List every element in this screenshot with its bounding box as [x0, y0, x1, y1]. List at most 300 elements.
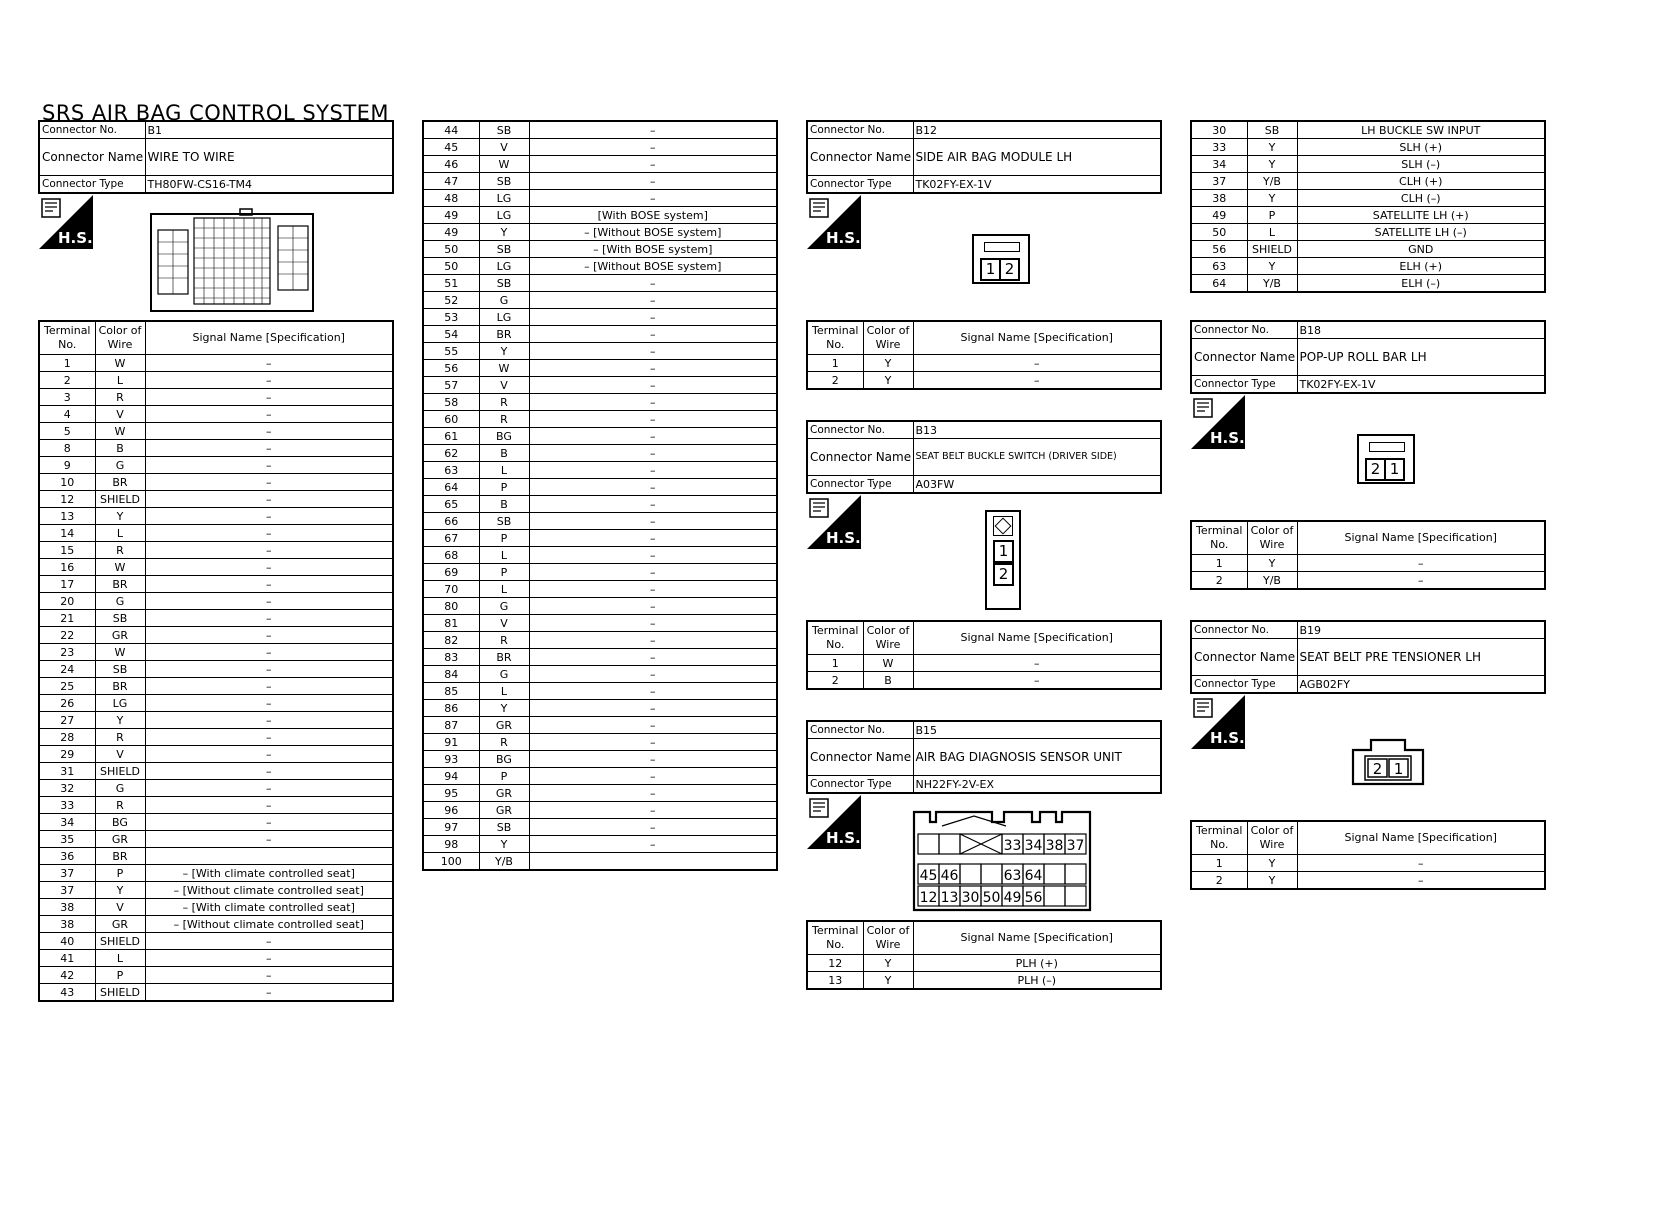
harness-side-icon — [39, 195, 93, 249]
terminal-no-cell: 37 — [1191, 173, 1247, 190]
signal-name-cell: – — [529, 462, 777, 479]
terminal-no-cell: 63 — [1191, 258, 1247, 275]
terminal-no-cell: 31 — [39, 763, 95, 780]
terminal-no-cell: 1 — [1191, 555, 1247, 572]
signal-name-cell: – — [145, 372, 393, 389]
terminal-no-cell: 49 — [423, 224, 479, 241]
wire-color-cell: L — [479, 547, 529, 564]
signal-name-cell: – [With BOSE system] — [529, 241, 777, 258]
wire-color-cell: GR — [95, 831, 145, 848]
signal-name-cell: – — [529, 598, 777, 615]
signal-name-cell: – — [145, 797, 393, 814]
signal-name-cell: ELH (–) — [1297, 275, 1545, 293]
table-row — [807, 972, 1161, 990]
table-row — [423, 496, 777, 513]
pin-label: 46 — [940, 868, 959, 884]
wire-color-cell: BR — [479, 326, 529, 343]
table-row — [39, 661, 393, 678]
wire-color-cell: SB — [95, 661, 145, 678]
table-row — [39, 797, 393, 814]
signal-name-cell: – — [529, 819, 777, 836]
signal-name-cell: – — [529, 479, 777, 496]
wire-color-cell: G — [95, 593, 145, 610]
table-row — [1191, 855, 1545, 872]
terminal-no-cell: 61 — [423, 428, 479, 445]
wire-color-cell: L — [479, 462, 529, 479]
wire-color-cell: P — [1247, 207, 1297, 224]
signal-name-cell: – — [529, 530, 777, 547]
table-row — [39, 831, 393, 848]
table-row — [423, 751, 777, 768]
wire-color-cell: BR — [95, 678, 145, 695]
signal-name-cell: – — [529, 717, 777, 734]
terminal-no-cell: 55 — [423, 343, 479, 360]
signal-name-cell: – — [145, 559, 393, 576]
connector-b1-pin-table-cont — [422, 120, 778, 871]
wire-color-cell: SB — [479, 173, 529, 190]
signal-name-cell: – — [529, 547, 777, 564]
terminal-no-cell: 47 — [423, 173, 479, 190]
signal-name-cell: – — [145, 508, 393, 525]
svg-text:H.S.: H.S. — [1210, 429, 1245, 447]
signal-name-cell: – — [529, 513, 777, 530]
connector-b13-pin-table: Terminal No. Color of Wire Signal Name [Specification] 1 W – 2 B – — [806, 620, 1162, 690]
signal-name-cell: – — [529, 751, 777, 768]
wire-color-cell: P — [95, 865, 145, 882]
terminal-no-cell: 49 — [1191, 207, 1247, 224]
table-row — [1191, 872, 1545, 890]
terminal-no-cell: 93 — [423, 751, 479, 768]
signal-name-cell: – — [145, 678, 393, 695]
terminal-no-cell: 30 — [1191, 121, 1247, 139]
terminal-no-cell: 14 — [39, 525, 95, 542]
terminal-no-cell: 22 — [39, 627, 95, 644]
table-row — [423, 309, 777, 326]
b15-rows — [807, 955, 1161, 990]
table-row — [39, 865, 393, 882]
terminal-no-cell: 50 — [1191, 224, 1247, 241]
table-row — [423, 156, 777, 173]
signal-name-cell: – — [1297, 872, 1545, 890]
terminal-no-cell: 62 — [423, 445, 479, 462]
signal-name-cell: – — [145, 831, 393, 848]
b1-rows — [39, 355, 393, 1002]
table-row — [423, 394, 777, 411]
table-row — [423, 445, 777, 462]
harness-side-icon — [1191, 695, 1245, 749]
table-row — [423, 530, 777, 547]
b18-rows — [1191, 555, 1545, 590]
signal-name-cell: GND — [1297, 241, 1545, 258]
signal-name-cell: – — [529, 428, 777, 445]
terminal-no-cell: 2 — [1191, 572, 1247, 590]
terminal-no-cell: 53 — [423, 309, 479, 326]
table-row — [39, 542, 393, 559]
terminal-no-cell: 1 — [1191, 855, 1247, 872]
table-row — [423, 853, 777, 871]
connector-b13-info: Connector No. B13 Connector Name SEAT BELT BUCKLE SWITCH (DRIVER SIDE) Connector Type A03FW — [806, 420, 1162, 494]
signal-name-cell: [With BOSE system] — [529, 207, 777, 224]
wire-color-cell: BG — [95, 814, 145, 831]
signal-name-cell: SLH (+) — [1297, 139, 1545, 156]
signal-name-cell: – — [529, 275, 777, 292]
terminal-no-cell: 12 — [39, 491, 95, 508]
wire-color-cell: SB — [479, 819, 529, 836]
wire-color-cell: P — [95, 967, 145, 984]
wire-color-cell: Y/B — [1247, 173, 1297, 190]
wire-color-cell: R — [479, 394, 529, 411]
pin-label: 38 — [1045, 838, 1064, 854]
table-row — [423, 683, 777, 700]
table-row — [423, 615, 777, 632]
signal-name-cell: – [With climate controlled seat] — [145, 899, 393, 916]
wire-color-cell: G — [95, 780, 145, 797]
table-row — [39, 967, 393, 984]
wire-color-cell: Y — [95, 712, 145, 729]
wire-color-cell: GR — [479, 717, 529, 734]
wire-color-cell: Y — [479, 836, 529, 853]
pin-label: 30 — [961, 890, 980, 906]
wire-color-cell: R — [479, 411, 529, 428]
signal-name-cell: – — [145, 950, 393, 967]
signal-name-cell — [145, 848, 393, 865]
table-row — [423, 581, 777, 598]
signal-name-cell: – — [529, 836, 777, 853]
wire-color-cell: GR — [95, 916, 145, 933]
table-row — [1191, 190, 1545, 207]
table-row — [423, 275, 777, 292]
wire-color-cell: Y — [479, 343, 529, 360]
table-row — [423, 139, 777, 156]
signal-name-cell: SLH (–) — [1297, 156, 1545, 173]
signal-name-cell: – — [145, 712, 393, 729]
table-row — [39, 814, 393, 831]
terminal-no-cell: 51 — [423, 275, 479, 292]
terminal-no-cell: 34 — [1191, 156, 1247, 173]
terminal-no-cell: 38 — [39, 899, 95, 916]
terminal-no-cell: 94 — [423, 768, 479, 785]
terminal-no-cell: 85 — [423, 683, 479, 700]
wire-color-cell: Y — [479, 700, 529, 717]
table-row — [39, 763, 393, 780]
signal-name-cell: – — [145, 627, 393, 644]
svg-text:H.S.: H.S. — [1210, 729, 1245, 747]
wire-color-cell: B — [863, 672, 913, 690]
wire-color-cell: L — [95, 950, 145, 967]
connector-b18-pin-table: Terminal No. Color of Wire Signal Name [Specification] 1 Y – 2 Y/B – — [1190, 520, 1546, 590]
table-row — [423, 785, 777, 802]
terminal-no-cell: 67 — [423, 530, 479, 547]
wire-color-cell: W — [95, 423, 145, 440]
terminal-no-cell: 26 — [39, 695, 95, 712]
signal-name-cell: – — [145, 610, 393, 627]
terminal-no-cell: 46 — [423, 156, 479, 173]
table-row — [423, 513, 777, 530]
table-row — [423, 717, 777, 734]
terminal-no-cell: 36 — [39, 848, 95, 865]
terminal-no-cell: 3 — [39, 389, 95, 406]
terminal-no-cell: 65 — [423, 496, 479, 513]
pin-label: 13 — [940, 890, 959, 906]
connector-b15-pin-table: Terminal No. Color of Wire Signal Name [Specification] 12 Y PLH (+) 13 Y PLH (–) — [806, 920, 1162, 990]
signal-name-cell: – — [145, 933, 393, 950]
table-row — [423, 121, 777, 139]
signal-name-cell: – — [145, 440, 393, 457]
terminal-no-cell: 58 — [423, 394, 479, 411]
terminal-no-cell: 8 — [39, 440, 95, 457]
wire-color-cell: G — [479, 666, 529, 683]
terminal-no-cell: 28 — [39, 729, 95, 746]
pin-label: 34 — [1024, 838, 1043, 854]
wire-color-cell: SB — [95, 610, 145, 627]
wire-color-cell: W — [95, 355, 145, 372]
terminal-no-cell: 97 — [423, 819, 479, 836]
wire-color-cell: BR — [95, 848, 145, 865]
wire-color-cell: R — [479, 734, 529, 751]
wire-color-cell: R — [479, 632, 529, 649]
table-row — [423, 802, 777, 819]
wire-color-cell: P — [479, 479, 529, 496]
terminal-no-cell: 33 — [1191, 139, 1247, 156]
table-row — [39, 355, 393, 372]
pin-label: 45 — [919, 868, 938, 884]
signal-name-cell: – — [145, 593, 393, 610]
terminal-no-cell: 15 — [39, 542, 95, 559]
connector-b1-pin-table: Terminal No. Color of Wire Signal Name [Specification] 1 W – 2 L – 3 R – 4 V – 5 W – 8 B – 9 G – 10 BR – 12 SHIELD – 13 Y – 14 L – 15 R – 16 W – 17 BR – 20 G – 21 SB – 22 GR – 23 W – 24 SB – 25 BR – 26 LG – 27 Y – 28 R – 29 V – 31 SHIELD – 32 G – 33 R – 34 BG – 35 GR – 36 BR 37 P – [With climate controlled seat] 37 Y – [Without climate controlled seat] 38 V – [With climate controlled seat] 38 GR – [Without climate controlled seat] 40 SHIELD – 41 L – 42 P – 43 SHIELD – — [38, 320, 394, 1002]
terminal-no-cell: 64 — [1191, 275, 1247, 293]
wire-color-cell: Y — [95, 508, 145, 525]
terminal-no-cell: 70 — [423, 581, 479, 598]
terminal-no-cell: 27 — [39, 712, 95, 729]
table-row — [423, 598, 777, 615]
pin-label: 56 — [1024, 890, 1043, 906]
signal-name-cell: – — [529, 768, 777, 785]
signal-name-cell: – — [145, 763, 393, 780]
table-row — [39, 848, 393, 865]
signal-name-cell: – — [145, 406, 393, 423]
signal-name-cell: – — [145, 661, 393, 678]
terminal-no-cell: 81 — [423, 615, 479, 632]
terminal-no-cell: 37 — [39, 882, 95, 899]
signal-name-cell: – — [529, 394, 777, 411]
harness-side-icon — [807, 795, 861, 849]
signal-name-cell: – — [529, 377, 777, 394]
table-row — [39, 389, 393, 406]
terminal-no-cell: 23 — [39, 644, 95, 661]
table-row — [39, 933, 393, 950]
table-row — [1191, 139, 1545, 156]
terminal-no-cell: 34 — [39, 814, 95, 831]
terminal-no-cell: 44 — [423, 121, 479, 139]
table-row — [423, 377, 777, 394]
table-row — [423, 462, 777, 479]
wire-color-cell: R — [95, 729, 145, 746]
signal-name-cell: – — [1297, 855, 1545, 872]
pin-label: 2 — [1001, 258, 1020, 281]
table-row — [39, 576, 393, 593]
signal-name-cell: – — [145, 542, 393, 559]
pin-label: 50 — [982, 890, 1001, 906]
terminal-no-cell: 87 — [423, 717, 479, 734]
table-row — [1191, 572, 1545, 590]
table-row — [39, 491, 393, 508]
wire-color-cell: P — [479, 564, 529, 581]
pin-label: 37 — [1066, 838, 1085, 854]
wire-color-cell: V — [479, 139, 529, 156]
pin-label: 33 — [1003, 838, 1022, 854]
terminal-no-cell: 1 — [39, 355, 95, 372]
table-row — [423, 258, 777, 275]
terminal-no-cell: 45 — [423, 139, 479, 156]
wire-color-cell: R — [95, 542, 145, 559]
terminal-no-cell: 50 — [423, 258, 479, 275]
table-row — [39, 627, 393, 644]
wire-color-cell: BR — [95, 576, 145, 593]
terminal-no-cell: 96 — [423, 802, 479, 819]
table-row — [39, 525, 393, 542]
signal-name-cell: – — [529, 564, 777, 581]
signal-name-cell: LH BUCKLE SW INPUT — [1297, 121, 1545, 139]
signal-name-cell: ELH (+) — [1297, 258, 1545, 275]
svg-text:H.S.: H.S. — [826, 529, 861, 547]
terminal-no-cell: 91 — [423, 734, 479, 751]
wire-color-cell: W — [95, 559, 145, 576]
terminal-no-cell: 64 — [423, 479, 479, 496]
table-row — [39, 712, 393, 729]
terminal-no-cell: 2 — [807, 672, 863, 690]
wire-color-cell: SB — [479, 275, 529, 292]
signal-name-cell: – — [529, 581, 777, 598]
table-row — [423, 632, 777, 649]
wire-color-cell: L — [1247, 224, 1297, 241]
table-row — [39, 644, 393, 661]
wire-color-cell: Y/B — [479, 853, 529, 871]
terminal-no-cell: 32 — [39, 780, 95, 797]
table-row — [39, 729, 393, 746]
table-row — [423, 207, 777, 224]
connector-b19-pin-table: Terminal No. Color of Wire Signal Name [Specification] 1 Y – 2 Y – — [1190, 820, 1546, 890]
wire-color-cell: Y — [1247, 555, 1297, 572]
signal-name-cell: – [Without BOSE system] — [529, 224, 777, 241]
table-row — [1191, 555, 1545, 572]
signal-name-cell: – — [529, 292, 777, 309]
terminal-no-cell: 38 — [1191, 190, 1247, 207]
wire-color-cell: L — [95, 372, 145, 389]
svg-text:H.S.: H.S. — [826, 229, 861, 247]
table-row — [39, 610, 393, 627]
b1-rows-cont — [423, 121, 777, 870]
pin-label: 2 — [1365, 458, 1386, 481]
connector-b12-info: Connector No. B12 Connector Name SIDE AIR BAG MODULE LH Connector Type TK02FY-EX-1V — [806, 120, 1162, 194]
wire-color-cell: BR — [95, 474, 145, 491]
pin-label: 1 — [1386, 458, 1405, 481]
terminal-no-cell: 86 — [423, 700, 479, 717]
signal-name-cell: – — [145, 474, 393, 491]
wire-color-cell: B — [479, 445, 529, 462]
table-row — [39, 559, 393, 576]
table-row — [423, 173, 777, 190]
signal-name-cell: – — [529, 156, 777, 173]
terminal-no-cell: 10 — [39, 474, 95, 491]
wire-color-cell: B — [95, 440, 145, 457]
wire-color-cell: Y — [863, 972, 913, 990]
wire-color-cell: SB — [479, 121, 529, 139]
b19-rows — [1191, 855, 1545, 890]
wire-color-cell: LG — [479, 309, 529, 326]
terminal-no-cell: 98 — [423, 836, 479, 853]
signal-name-cell: – — [145, 644, 393, 661]
table-row — [39, 695, 393, 712]
wire-color-cell: W — [95, 644, 145, 661]
terminal-no-cell: 50 — [423, 241, 479, 258]
wire-color-cell: V — [95, 746, 145, 763]
wire-color-cell: G — [479, 292, 529, 309]
signal-name-cell: – — [529, 785, 777, 802]
terminal-no-cell: 100 — [423, 853, 479, 871]
table-row — [1191, 207, 1545, 224]
terminal-no-cell: 54 — [423, 326, 479, 343]
terminal-no-cell: 82 — [423, 632, 479, 649]
signal-name-cell: – — [529, 173, 777, 190]
pin-label: 1 — [993, 540, 1014, 563]
signal-name-cell: – — [913, 672, 1161, 690]
table-row — [807, 672, 1161, 690]
page-title: SRS AIR BAG CONTROL SYSTEM — [42, 101, 390, 125]
signal-name-cell: – — [529, 700, 777, 717]
terminal-no-cell: 24 — [39, 661, 95, 678]
terminal-no-cell: 52 — [423, 292, 479, 309]
signal-name-cell: – — [529, 190, 777, 207]
terminal-no-cell: 1 — [807, 655, 863, 672]
signal-name-cell: – — [145, 967, 393, 984]
terminal-no-cell: 84 — [423, 666, 479, 683]
wire-color-cell: SB — [479, 513, 529, 530]
wire-color-cell: LG — [95, 695, 145, 712]
wire-color-cell: LG — [479, 190, 529, 207]
terminal-no-cell: 80 — [423, 598, 479, 615]
table-row — [423, 666, 777, 683]
wire-color-cell: L — [479, 581, 529, 598]
signal-name-cell: – — [145, 576, 393, 593]
signal-name-cell: SATELLITE LH (–) — [1297, 224, 1545, 241]
table-row — [807, 655, 1161, 672]
connector-b19-face — [1351, 738, 1425, 790]
connector-b1-face — [150, 208, 315, 318]
signal-name-cell: – — [529, 121, 777, 139]
terminal-no-cell: 9 — [39, 457, 95, 474]
signal-name-cell: – — [529, 632, 777, 649]
wire-color-cell: Y — [1247, 190, 1297, 207]
wire-color-cell: W — [479, 156, 529, 173]
signal-name-cell: – — [529, 802, 777, 819]
signal-name-cell: SATELLITE LH (+) — [1297, 207, 1545, 224]
wire-color-cell: SB — [479, 241, 529, 258]
connector-b18-info: Connector No. B18 Connector Name POP-UP ROLL BAR LH Connector Type TK02FY-EX-1V — [1190, 320, 1546, 394]
signal-name-cell: CLH (+) — [1297, 173, 1545, 190]
terminal-no-cell: 56 — [1191, 241, 1247, 258]
terminal-no-cell: 48 — [423, 190, 479, 207]
table-row — [39, 984, 393, 1002]
signal-name-cell: – — [145, 423, 393, 440]
wire-color-cell: R — [95, 797, 145, 814]
wire-color-cell: R — [95, 389, 145, 406]
wire-color-cell: BR — [479, 649, 529, 666]
table-row — [423, 241, 777, 258]
wire-color-cell: LG — [479, 207, 529, 224]
terminal-no-cell: 12 — [807, 955, 863, 972]
terminal-no-cell: 95 — [423, 785, 479, 802]
signal-name-cell: – [Without climate controlled seat] — [145, 882, 393, 899]
